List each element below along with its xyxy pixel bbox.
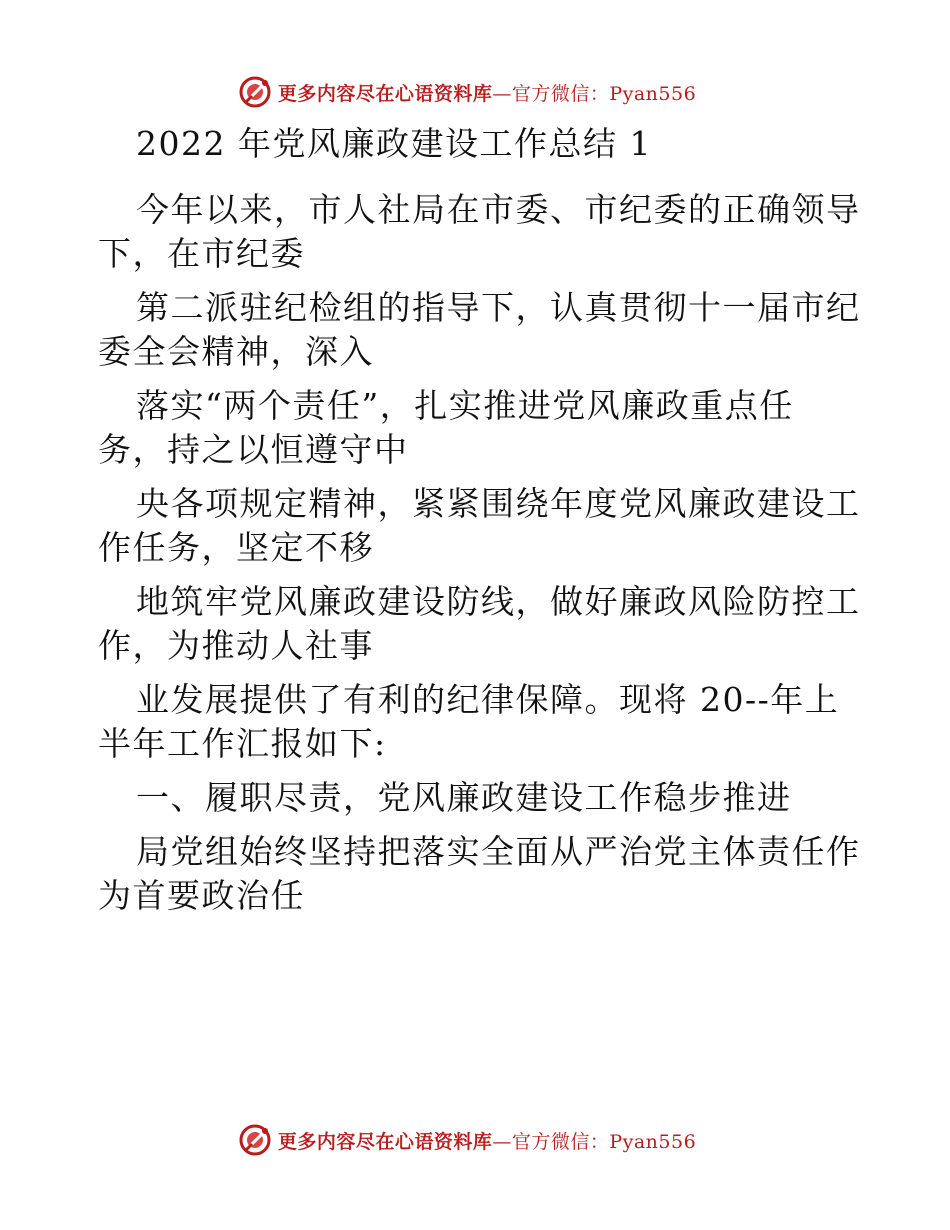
paragraph-line: 下，在市纪委 bbox=[98, 234, 305, 273]
header-banner-text bbox=[278, 79, 696, 106]
footer-banner-slogan: 更多内容尽在心语资料库 bbox=[277, 1130, 493, 1153]
footer-banner-text bbox=[278, 1127, 696, 1154]
header-banner-wechat: 官方微信：Pyan556 bbox=[511, 82, 697, 105]
footer-banner-dash: — bbox=[492, 1130, 512, 1153]
paragraph-line: 作任务，坚定不移 bbox=[98, 528, 374, 567]
paragraph bbox=[98, 830, 868, 918]
paragraph-line: 第二派驻纪检组的指导下，认真贯彻十一届市纪 bbox=[136, 288, 861, 327]
brand-logo-icon bbox=[238, 1123, 272, 1157]
paragraph-line: 局党组始终坚持把落实全面从严治党主体责任作 bbox=[136, 832, 861, 871]
footer-banner bbox=[0, 1118, 950, 1162]
paragraph bbox=[98, 580, 868, 668]
paragraph-line: 为首要政治任 bbox=[98, 876, 305, 915]
paragraph bbox=[98, 678, 868, 766]
header-banner-dash: — bbox=[492, 82, 512, 105]
paragraph-line: 务，持之以恒遵守中 bbox=[98, 430, 409, 469]
paragraph-line: 今年以来，市人社局在市委、市纪委的正确领导 bbox=[136, 190, 861, 229]
paragraph bbox=[98, 384, 868, 472]
paragraph-line: 作，为推动人社事 bbox=[98, 626, 374, 665]
paragraph-line: 央各项规定精神，紧紧围绕年度党风廉政建设工 bbox=[136, 484, 861, 523]
paragraph-line: 委全会精神，深入 bbox=[98, 332, 374, 371]
footer-banner-wechat: 官方微信：Pyan556 bbox=[511, 1130, 697, 1153]
paragraph-line: 业发展提供了有利的纪律保障。现将 20--年上 bbox=[136, 680, 840, 719]
header-banner bbox=[0, 70, 950, 114]
paragraph bbox=[98, 482, 868, 570]
paragraph-line: 半年工作汇报如下: bbox=[98, 724, 387, 763]
brand-logo-icon bbox=[238, 75, 272, 109]
document-body bbox=[98, 122, 868, 928]
paragraph bbox=[98, 286, 868, 374]
paragraph bbox=[98, 188, 868, 276]
document-title: 2022 年党风廉政建设工作总结 1 bbox=[136, 124, 652, 163]
paragraph-line: 地筑牢党风廉政建设防线，做好廉政风险防控工 bbox=[136, 582, 861, 621]
header-banner-slogan: 更多内容尽在心语资料库 bbox=[277, 82, 493, 105]
section-heading: 一、履职尽责，党风廉政建设工作稳步推进 bbox=[136, 778, 792, 817]
paragraph-line: 落实“两个责任”，扎实推进党风廉政重点任 bbox=[136, 386, 794, 425]
